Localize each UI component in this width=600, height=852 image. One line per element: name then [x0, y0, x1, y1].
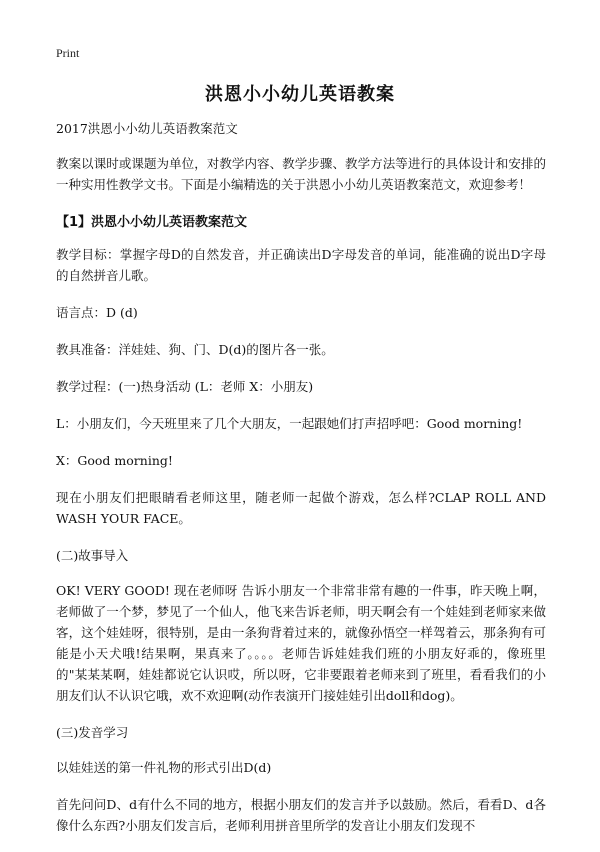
paragraph-compare: 首先问问D、d有什么不同的地方，根据小朋友们的发言并予以鼓励。然后，看看D、d各像什么东西?小朋友们发言后，老师利用拼音里所学的发音让小朋友们发现不: [56, 797, 546, 833]
paragraph-children-reply: X：Good morning!: [56, 453, 173, 468]
paragraph-language-point: 语言点：D (d): [56, 305, 138, 320]
paragraph-objectives: 教学目标：掌握字母D的自然发音，并正确读出D字母发音的单词，能准确的说出D字母的自然拼音儿歌。: [56, 247, 546, 283]
paragraph-process: 教学过程：(一)热身活动 (L：老师 X：小朋友): [56, 379, 314, 394]
paragraph-materials: 教具准备：洋娃娃、狗、门、D(d)的图片各一张。: [56, 342, 334, 357]
page-title: 洪恩小小幼儿英语教案: [205, 84, 395, 105]
paragraph-teacher-greeting: L：小朋友们，今天班里来了几个大朋友，一起跟她们打声招呼吧：Good morning!: [56, 416, 523, 431]
document-subtitle: 2017洪恩小小幼儿英语教案范文: [56, 121, 238, 136]
paragraph-gift: 以娃娃送的第一件礼物的形式引出D(d): [56, 760, 272, 775]
paragraph-story: OK! VERY GOOD! 现在老师呀 告诉小朋友一个非常非常有趣的一件事，昨天晚上啊，老师做了一个梦，梦见了一个仙人，他飞来告诉老师，明天啊会有一个娃娃到老师家来做客，这个娃娃呀，很特别，是由一条狗背着过来的，就像孙悟空一样驾着云，那条狗有可能是小天犬哦!结果啊，果真来了。。。。老师告诉娃娃我们班的小朋友好乖的，像班里的"某某某啊，娃娃都说它认识哎，所以呀，它非要跟着老师来到了班里，看看我们的小朋友们认不认识它哦，欢不欢迎啊(动作表演开门接娃娃引出doll和dog)。: [56, 583, 546, 703]
section-heading: 【1】洪恩小小幼儿英语教案范文: [56, 215, 248, 230]
document-body: [56, 118, 546, 852]
paragraph-pronunciation-heading: (三)发音学习: [56, 725, 129, 740]
paragraph-game: 现在小朋友们把眼睛看老师这里，随老师一起做个游戏，怎么样?CLAP ROLL AND WASH YOUR FACE。: [56, 490, 546, 526]
paragraph-story-heading: (二)故事导入: [56, 548, 129, 563]
intro-paragraph: 教案以课时或课题为单位，对教学内容、教学步骤、教学方法等进行的具体设计和安排的一种实用性教学文书。下面是小编精选的关于洪恩小小幼儿英语教案范文，欢迎参考！: [56, 156, 546, 192]
print-label: Print: [56, 46, 80, 60]
